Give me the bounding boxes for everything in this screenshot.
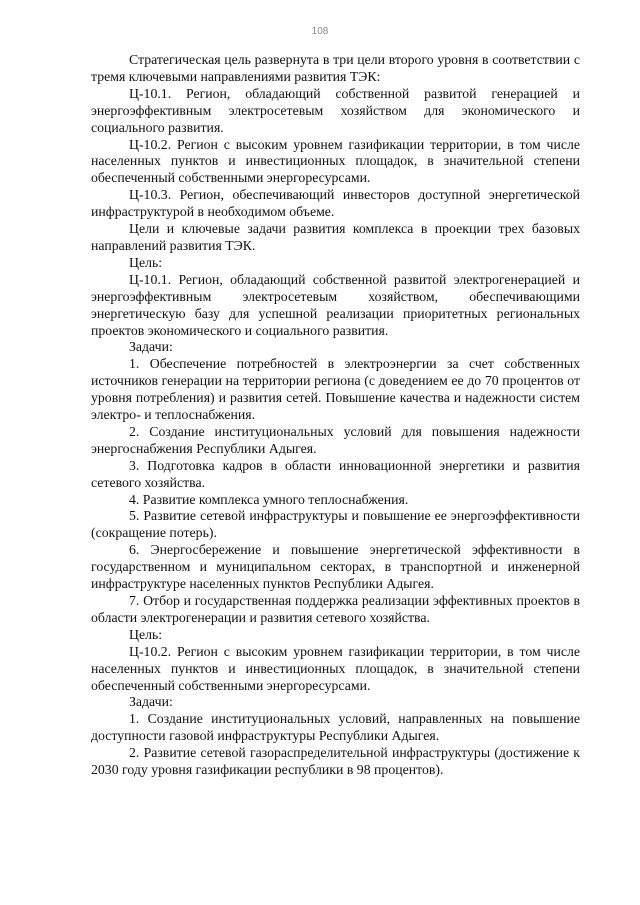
task-paragraph: 5. Развитие сетевой инфраструктуры и повышение ее энергоэффективности (сокращение потерь). [91, 508, 580, 541]
tasks-heading: Задачи: [129, 339, 173, 355]
task-paragraph: 1. Создание институциональных условий, направленных на повышение доступности газовой инфраструктуры Республики Адыгея. [91, 711, 580, 744]
tasks-heading: Задачи: [129, 694, 173, 710]
page-number: 108 [311, 26, 329, 37]
goal-10-2-summary: Ц-10.2. Регион с высоким уровнем газификации территории, в том числе населенных пунктов и инвестиционных площадок, в значительной степени обеспеченный собственными энергоресурсами. [91, 136, 580, 186]
goal-10-1-detail: Ц-10.1. Регион, обладающий собственной развитой электрогенерацией и энергоэффективным электросетевым хозяйством, обеспечивающими энергетическую базу для успешной реализации приоритетных региональных проектов экономического и социального развития. [91, 271, 580, 338]
task-paragraph: 7. Отбор и государственная поддержка реализации эффективных проектов в области электрогенерации и развития сетевого хозяйства. [91, 593, 580, 625]
task-paragraph: 6. Энергосбережение и повышение энергетической эффективности в государственном и муниципальном секторах, в транспортной и инженерной инфраструктуре населенных пунктов Республики Адыгея. [91, 542, 580, 592]
goal-heading: Цель: [129, 254, 163, 270]
task-paragraph: 2. Создание институциональных условий для повышения надежности энергоснабжения Республики Адыгея. [91, 423, 580, 456]
goal-10-1-summary: Ц-10.1. Регион, обладающий собственной развитой генерацией и энергоэффективным электросетевым хозяйством для экономического и социального развития. [91, 85, 580, 135]
directions-intro: Цели и ключевые задачи развития комплекса в проекции трех базовых направлений развития ТЭК. [91, 221, 580, 253]
document-body [91, 52, 580, 779]
intro-paragraph: Стратегическая цель развернута в три цели второго уровня в соответствии с тремя ключевыми направлениями развития ТЭК: [91, 52, 580, 84]
task-paragraph: 2. Развитие сетевой газораспределительной инфраструктуры (достижение к 2030 году уровня газификации республики в 98 процентов). [91, 745, 580, 778]
goal-10-2-detail: Ц-10.2. Регион с высоким уровнем газификации территории, в том числе населенных пунктов и инвестиционных площадок, в значительной степени обеспеченный собственными энергоресурсами. [91, 643, 580, 693]
task-paragraph: 1. Обеспечение потребностей в электроэнергии за счет собственных источников генерации на территории региона (с доведением ее до 70 процентов от уровня потребления) и развития сетей. Повышение качества и надежности систем электро- и теплоснабжения. [91, 356, 580, 423]
goal-10-3-summary: Ц-10.3. Регион, обеспечивающий инвесторов доступной энергетической инфраструктурой в необходимом объеме. [91, 187, 580, 220]
goal-heading: Цель: [129, 626, 163, 642]
task-paragraph: 4. Развитие комплекса умного теплоснабжения. [129, 491, 409, 507]
task-paragraph: 3. Подготовка кадров в области инновационной энергетики и развития сетевого хозяйства. [91, 457, 580, 490]
